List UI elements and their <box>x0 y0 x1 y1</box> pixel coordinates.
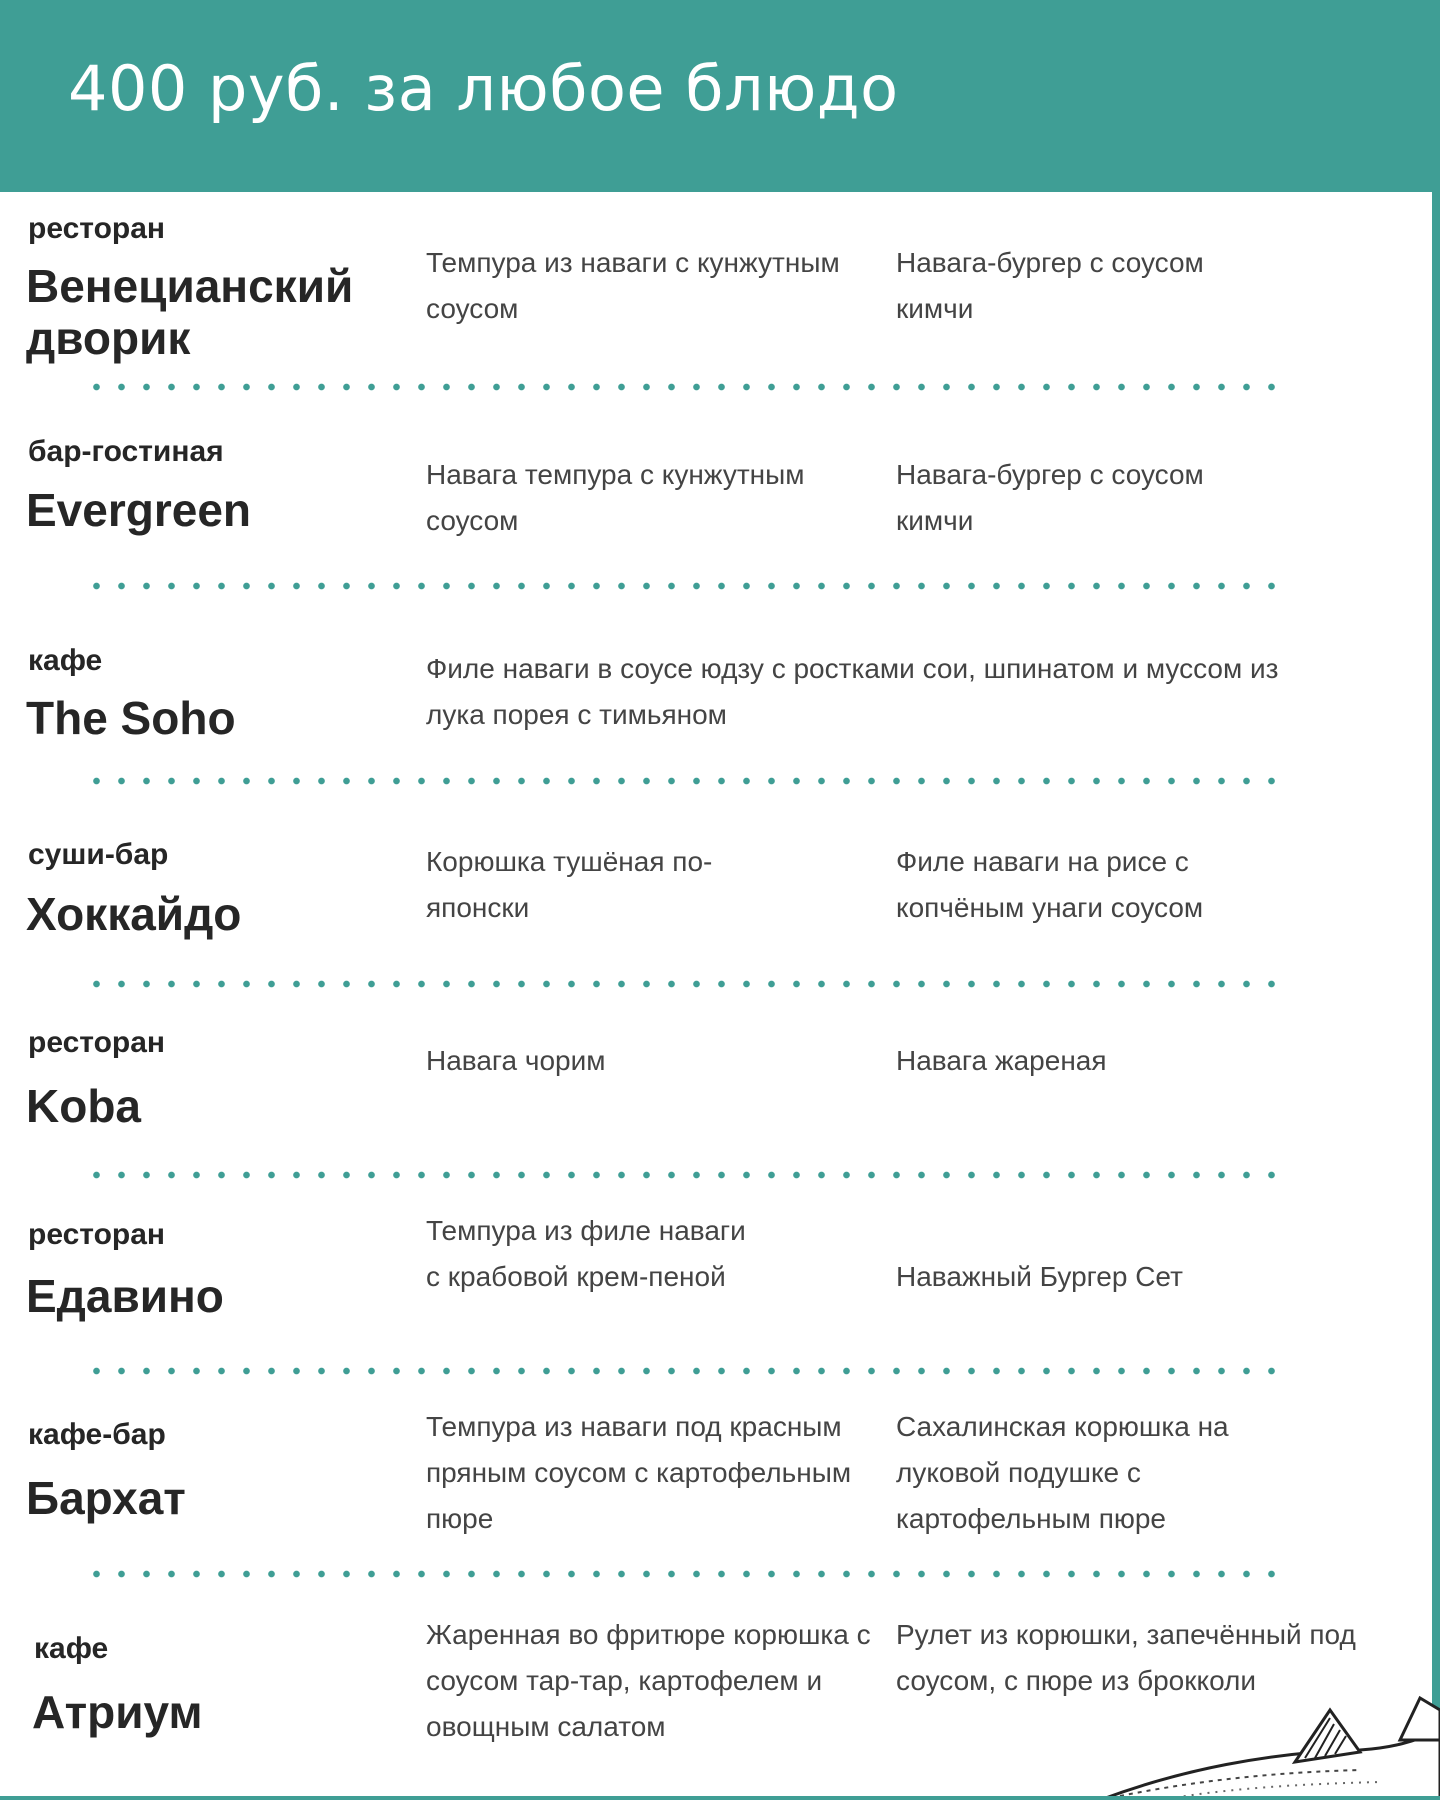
dish-2: Сахалинская корюшка на луковой подушке с картофельным пюре <box>896 1411 1229 1534</box>
dotted-divider <box>84 777 1290 785</box>
venue-type: кафе <box>28 644 103 677</box>
list-item <box>0 210 1440 390</box>
venue-type: ресторан <box>28 1218 166 1251</box>
venue-name: Едавино <box>26 1270 224 1322</box>
dish-1: Навага чорим <box>426 1045 606 1076</box>
bottom-border <box>0 1796 1440 1800</box>
dish-1: Жаренная во фритюре корюшка с соусом тар-тар, картофелем и овощным салатом <box>426 1619 871 1742</box>
dish-2: Наважный Бургер Сет <box>896 1261 1183 1292</box>
dotted-divider <box>84 582 1290 590</box>
list-item <box>0 834 1440 954</box>
dish-1: Темпура из наваги под красным пряным соусом с картофельным пюре <box>426 1411 852 1534</box>
dotted-divider <box>84 980 1290 988</box>
venue-type: бар-гостиная <box>28 435 224 468</box>
venue-name: Koba <box>26 1080 141 1132</box>
dotted-divider <box>84 1570 1290 1578</box>
dish-1: Навага темпура с кунжутным соусом <box>426 459 805 536</box>
dish-1: Корюшка тушёная по-японски <box>426 846 713 923</box>
dish-1: Филе наваги в соусе юдзу с ростками сои, шпинатом и муссом из лука порея с тимьяном <box>426 653 1279 730</box>
list-item <box>0 1024 1440 1144</box>
venue-name: Атриум <box>32 1686 203 1738</box>
list-item <box>0 640 1440 760</box>
venue-type: кафе <box>34 1632 109 1665</box>
venue-type: ресторан <box>28 212 166 245</box>
venue-name: The Soho <box>26 692 236 744</box>
dish-2: Филе наваги на рисе с копчёным унаги соусом <box>896 846 1204 923</box>
dish-2: Навага-бургер с соусом кимчи <box>896 247 1204 324</box>
dotted-divider <box>84 1171 1290 1179</box>
list-item <box>0 430 1440 550</box>
venue-type: ресторан <box>28 1026 166 1059</box>
list-item <box>0 1208 1440 1348</box>
list-item <box>0 1404 1440 1554</box>
dish-2: Рулет из корюшки, запечённый под соусом, с пюре из брокколи <box>896 1619 1356 1696</box>
venue-name: Бархат <box>26 1472 186 1524</box>
dish-1: Темпура из филе наваги с крабовой крем-пеной <box>426 1215 746 1292</box>
header-banner <box>0 0 1432 192</box>
dish-2: Навага-бургер с соусом кимчи <box>896 459 1204 536</box>
venue-name: Хоккайдо <box>26 888 242 940</box>
dish-2: Навага жареная <box>896 1045 1107 1076</box>
venue-type: кафе-бар <box>28 1418 166 1451</box>
dotted-divider <box>84 383 1290 391</box>
fish-illustration-icon <box>1060 1690 1440 1800</box>
page-title: 400 руб. за любое блюдо <box>68 52 899 125</box>
venue-name: Evergreen <box>26 484 252 536</box>
dotted-divider <box>84 1367 1290 1375</box>
dish-1: Темпура из наваги с кунжутным соусом <box>426 247 840 324</box>
venue-type: суши-бар <box>28 838 169 871</box>
venue-name: Венецианский дворик <box>26 260 354 364</box>
